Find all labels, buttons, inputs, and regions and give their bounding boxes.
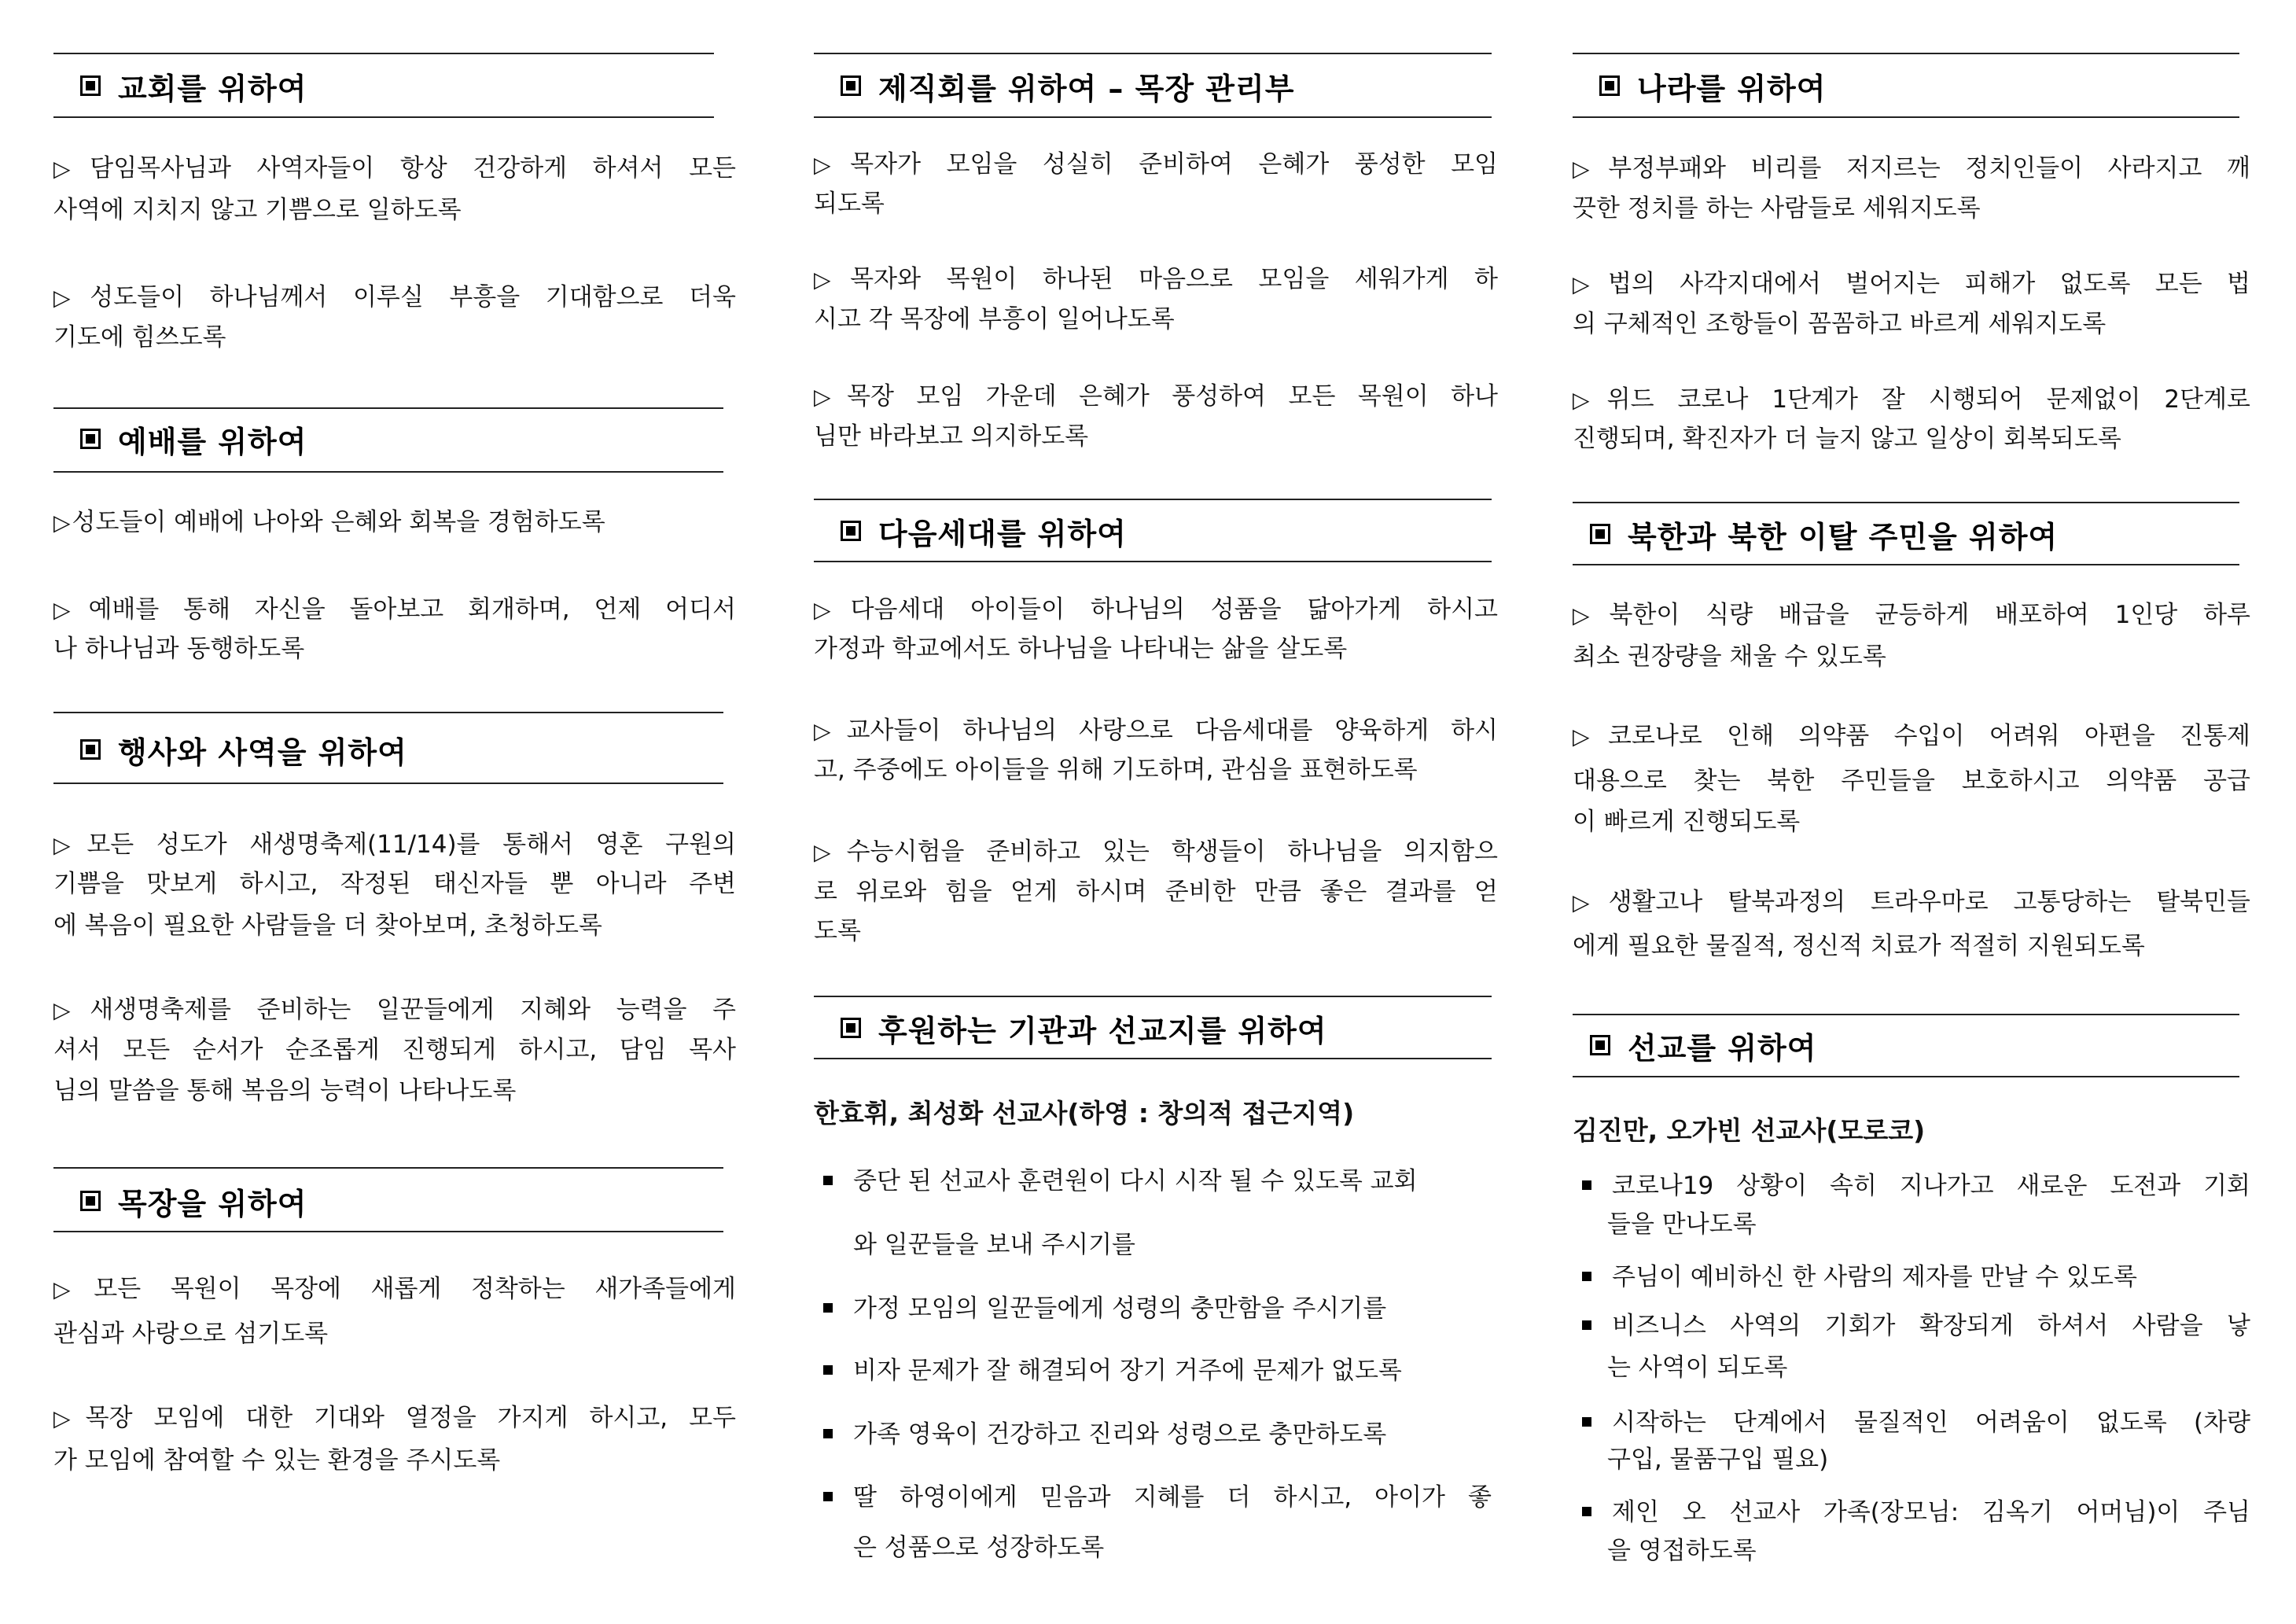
section-heading-nation	[1573, 62, 1826, 109]
black-small-square-icon	[823, 1176, 833, 1185]
prayer-item-line: 에 복음이 필요한 사람들을 더 찾아보며, 초청하도록	[53, 911, 602, 940]
prayer-item-line: ▷생활고나 탈북과정의 트라우마로 고통당하는 탈북민들	[1573, 888, 2250, 916]
prayer-item-line: ▷다음세대 아이들이 하나님의 성품을 닮아가게 하시고	[814, 595, 1498, 624]
square-with-filled-square-icon	[80, 429, 101, 449]
white-right-triangle-icon: ▷	[53, 832, 86, 858]
list-item-line: 들을 만나도록	[1607, 1210, 1757, 1239]
square-with-filled-square-icon	[80, 75, 101, 96]
section-title: 제직회를 위하여 – 목장 관리부	[878, 71, 1295, 106]
white-right-triangle-icon: ▷	[1573, 387, 1606, 413]
prayer-item-line: ▷담임목사님과 사역자들이 항상 건강하게 하셔서 모든	[53, 154, 736, 182]
section-heading-next-generation	[814, 507, 1127, 554]
prayer-item-line: 로 위로와 힘을 얻게 하시며 준비한 만큼 좋은 결과를 얻	[814, 878, 1498, 906]
column-3	[1573, 0, 2265, 1624]
prayer-item-line: 도록	[814, 917, 861, 945]
column-2	[814, 0, 1506, 1624]
black-small-square-icon	[823, 1365, 833, 1375]
white-right-triangle-icon: ▷	[53, 510, 71, 536]
prayer-item-line: 시고 각 목장에 부흥이 일어나도록	[814, 305, 1175, 333]
black-small-square-icon	[1582, 1507, 1591, 1516]
prayer-item-line: 되도록	[814, 190, 885, 218]
prayer-item-line: 가 모임에 참여할 수 있는 환경을 주시도록	[53, 1446, 501, 1475]
prayer-item-line: ▷위드 코로나 1단계가 잘 시행되어 문제없이 2단계로	[1573, 385, 2250, 414]
prayer-item-line: 대용으로 찾는 북한 주민들을 보호하시고 의약품 공급	[1573, 767, 2250, 795]
white-right-triangle-icon: ▷	[814, 152, 849, 178]
list-item-line: 구입, 물품구입 필요)	[1607, 1445, 1829, 1474]
prayer-item-line: 에게 필요한 물질적, 정신적 치료가 적절히 지원되도록	[1573, 932, 2145, 960]
prayer-item-line: 끗한 정치를 하는 사람들로 세워지도록	[1573, 194, 1981, 223]
missionary-name: 한효휘, 최성화 선교사(하영 : 창의적 접근지역)	[814, 1098, 1355, 1129]
prayer-item-line: ▷코로나로 인해 의약품 수입이 어려워 아편을 진통제	[1573, 722, 2250, 750]
prayer-item-line: 가정과 학교에서도 하나님을 나타내는 삶을 살도록	[814, 635, 1348, 663]
white-right-triangle-icon: ▷	[53, 156, 89, 182]
section-rule-top	[53, 53, 714, 54]
prayer-item-line: ▷법의 사각지대에서 벌어지는 피해가 없도록 모든 법	[1573, 270, 2250, 298]
prayer-item-line: 기도에 힘쓰도록	[53, 323, 226, 352]
black-small-square-icon	[823, 1303, 833, 1313]
white-right-triangle-icon: ▷	[1573, 156, 1607, 182]
column-1	[53, 0, 738, 1624]
white-right-triangle-icon: ▷	[53, 285, 89, 311]
section-rule-bottom	[1573, 116, 2239, 118]
section-rule-bottom	[1573, 1076, 2239, 1077]
prayer-item-line: 이 빠르게 진행되도록	[1573, 808, 1801, 836]
white-right-triangle-icon: ▷	[1573, 271, 1607, 297]
list-item-line: 은 성품으로 성장하도록	[853, 1534, 1105, 1562]
list-item-line: 제인 오 선교사 가족(장모님: 김옥기 어머님)이 주님	[1582, 1495, 2250, 1530]
prayer-item-line: ▷목자가 모임을 성실히 준비하여 은혜가 풍성한 모임	[814, 150, 1498, 179]
section-rule-top	[814, 499, 1492, 500]
list-item-line: 주님이 예비하신 한 사람의 제자를 만날 수 있도록	[1582, 1260, 2137, 1294]
section-rule-top	[53, 1167, 723, 1169]
section-heading-church	[53, 62, 307, 109]
square-with-filled-square-icon	[841, 521, 861, 541]
list-item-line: 와 일꾼들을 보내 주시기를	[853, 1231, 1135, 1259]
black-small-square-icon	[823, 1492, 833, 1501]
black-small-square-icon	[1582, 1417, 1591, 1427]
prayer-item-line: 최소 권장량을 채울 수 있도록	[1573, 643, 1886, 671]
section-heading-deacons	[814, 62, 1294, 109]
section-title: 예배를 위하여	[118, 424, 307, 459]
list-item-line: 딸 하영이에게 믿음과 지혜를 더 하시고, 아이가 좋	[823, 1480, 1492, 1515]
section-title: 선교를 위하여	[1628, 1030, 1817, 1066]
list-item-line: 가족 영육이 건강하고 진리와 성령으로 충만하도록	[823, 1417, 1386, 1452]
section-heading-events	[53, 726, 407, 773]
section-rule-top	[1573, 53, 2239, 54]
square-with-filled-square-icon	[1590, 524, 1610, 544]
prayer-item-line: ▷교사들이 하나님의 사랑으로 다음세대를 양육하게 하시	[814, 716, 1498, 745]
section-rule-bottom	[53, 116, 714, 118]
section-title: 행사와 사역을 위하여	[118, 735, 407, 770]
square-with-filled-square-icon	[80, 1191, 101, 1211]
section-rule-bottom	[53, 783, 723, 784]
section-rule-bottom	[53, 471, 723, 473]
prayer-item-line: 님의 말씀을 통해 복음의 능력이 나타나도록	[53, 1077, 517, 1105]
prayer-item-line: 관심과 사랑으로 섬기도록	[53, 1320, 329, 1348]
white-right-triangle-icon: ▷	[814, 267, 849, 293]
prayer-item-line: ▷목자와 목원이 하나된 마음으로 모임을 세워가게 하	[814, 265, 1498, 293]
section-title: 후원하는 기관과 선교지를 위하여	[878, 1013, 1327, 1048]
prayer-item-line: ▷목장 모임 가운데 은혜가 풍성하여 모든 목원이 하나	[814, 382, 1498, 411]
list-item-line: 가정 모임의 일꾼들에게 성령의 충만함을 주시기를	[823, 1291, 1386, 1326]
black-small-square-icon	[823, 1429, 833, 1438]
list-item-line: 중단 된 선교사 훈련원이 다시 시작 될 수 있도록 교회	[823, 1164, 1418, 1199]
white-right-triangle-icon: ▷	[53, 1405, 84, 1431]
section-rule-top	[53, 712, 723, 713]
black-small-square-icon	[1582, 1180, 1591, 1190]
prayer-item-line: 고, 주중에도 아이들을 위해 기도하며, 관심을 표현하도록	[814, 756, 1418, 784]
list-item-line: 는 사역이 되도록	[1607, 1353, 1788, 1382]
section-rule-bottom	[814, 1058, 1492, 1059]
white-right-triangle-icon: ▷	[53, 997, 89, 1023]
section-rule-top	[814, 53, 1492, 54]
section-heading-north-korea	[1573, 510, 2058, 558]
section-rule-bottom	[814, 116, 1492, 118]
section-title: 다음세대를 위하여	[878, 516, 1127, 551]
white-right-triangle-icon: ▷	[1573, 889, 1607, 915]
prayer-item-line: ▷예배를 통해 자신을 돌아보고 회개하며, 언제 어디서	[53, 595, 736, 624]
white-right-triangle-icon: ▷	[53, 1276, 93, 1302]
section-title: 목장을 위하여	[118, 1186, 307, 1221]
list-item-line: 비자 문제가 잘 해결되어 장기 거주에 문제가 없도록	[823, 1353, 1402, 1388]
section-heading-missions	[1573, 1022, 1816, 1069]
square-with-filled-square-icon	[1590, 1035, 1610, 1055]
white-right-triangle-icon: ▷	[1573, 724, 1607, 749]
black-small-square-icon	[1582, 1272, 1591, 1281]
section-rule-bottom	[53, 1231, 723, 1232]
prayer-item-line: 진행되며, 확진자가 더 늘지 않고 일상이 회복되도록	[1573, 425, 2121, 453]
section-rule-top	[1573, 502, 2239, 503]
section-title: 북한과 북한 이탈 주민을 위하여	[1628, 519, 2059, 554]
missionary-name: 김진만, 오가빈 선교사(모로코)	[1573, 1115, 1926, 1146]
prayer-item-line: ▷모든 목원이 목장에 새롭게 정착하는 새가족들에게	[53, 1275, 736, 1303]
white-right-triangle-icon: ▷	[814, 597, 849, 623]
section-heading-supported-missions	[814, 1004, 1327, 1051]
white-right-triangle-icon: ▷	[1573, 602, 1608, 628]
prayer-item-line: ▷새생명축제를 준비하는 일꾼들에게 지혜와 능력을 주	[53, 996, 736, 1024]
section-rule-top	[53, 407, 723, 409]
section-rule-bottom	[1573, 564, 2239, 565]
prayer-item-line: 님만 바라보고 의지하도록	[814, 422, 1089, 451]
list-item-line: 시작하는 단계에서 물질적인 어려움이 없도록 (차량	[1582, 1405, 2250, 1440]
list-item-line: 코로나19 상황이 속히 지나가고 새로운 도전과 기회	[1582, 1169, 2250, 1203]
section-heading-cell-group	[53, 1177, 307, 1224]
list-item-line: 비즈니스 사역의 기회가 확장되게 하셔서 사람을 낳	[1582, 1309, 2250, 1343]
white-right-triangle-icon: ▷	[53, 597, 87, 623]
list-item-line: 을 영접하도록	[1607, 1537, 1757, 1565]
prayer-item-line: ▷북한이 식량 배급을 균등하게 배포하여 1인당 하루	[1573, 601, 2250, 629]
square-with-filled-square-icon	[841, 75, 861, 96]
prayer-item-line: 셔서 모든 순서가 순조롭게 진행되게 하시고, 담임 목사	[53, 1036, 736, 1064]
prayer-item-line: ▷수능시험을 준비하고 있는 학생들이 하나님을 의지함으	[814, 838, 1498, 866]
black-small-square-icon	[1582, 1320, 1591, 1330]
square-with-filled-square-icon	[80, 739, 101, 760]
section-heading-worship	[53, 415, 307, 462]
section-rule-top	[814, 996, 1492, 997]
section-rule-top	[1573, 1014, 2239, 1015]
prayer-item-line: 기쁨을 맛보게 하시고, 작정된 태신자들 뿐 아니라 주변	[53, 870, 736, 898]
prayer-item-line: ▷부정부패와 비리를 저지르는 정치인들이 사라지고 깨	[1573, 154, 2250, 182]
prayer-item-line: 의 구체적인 조항들이 꼼꼼하고 바르게 세워지도록	[1573, 310, 2107, 338]
prayer-item-line: ▷성도들이 예배에 나아와 은혜와 회복을 경험하도록	[53, 508, 605, 536]
white-right-triangle-icon: ▷	[814, 839, 845, 865]
white-right-triangle-icon: ▷	[814, 718, 845, 744]
prayer-item-line: ▷목장 모임에 대한 기대와 열정을 가지게 하시고, 모두	[53, 1404, 736, 1432]
prayer-item-line: ▷모든 성도가 새생명축제(11/14)를 통해서 영혼 구원의	[53, 830, 736, 859]
prayer-item-line: ▷성도들이 하나님께서 이루실 부흥을 기대함으로 더욱	[53, 283, 736, 311]
prayer-item-line: 나 하나님과 동행하도록	[53, 635, 305, 663]
section-title: 교회를 위하여	[118, 71, 307, 106]
square-with-filled-square-icon	[1599, 75, 1620, 96]
section-title: 나라를 위하여	[1637, 71, 1827, 106]
square-with-filled-square-icon	[841, 1018, 861, 1038]
prayer-item-line: 사역에 지치지 않고 기쁨으로 일하도록	[53, 196, 462, 224]
white-right-triangle-icon: ▷	[814, 384, 846, 410]
section-rule-bottom	[814, 561, 1492, 562]
